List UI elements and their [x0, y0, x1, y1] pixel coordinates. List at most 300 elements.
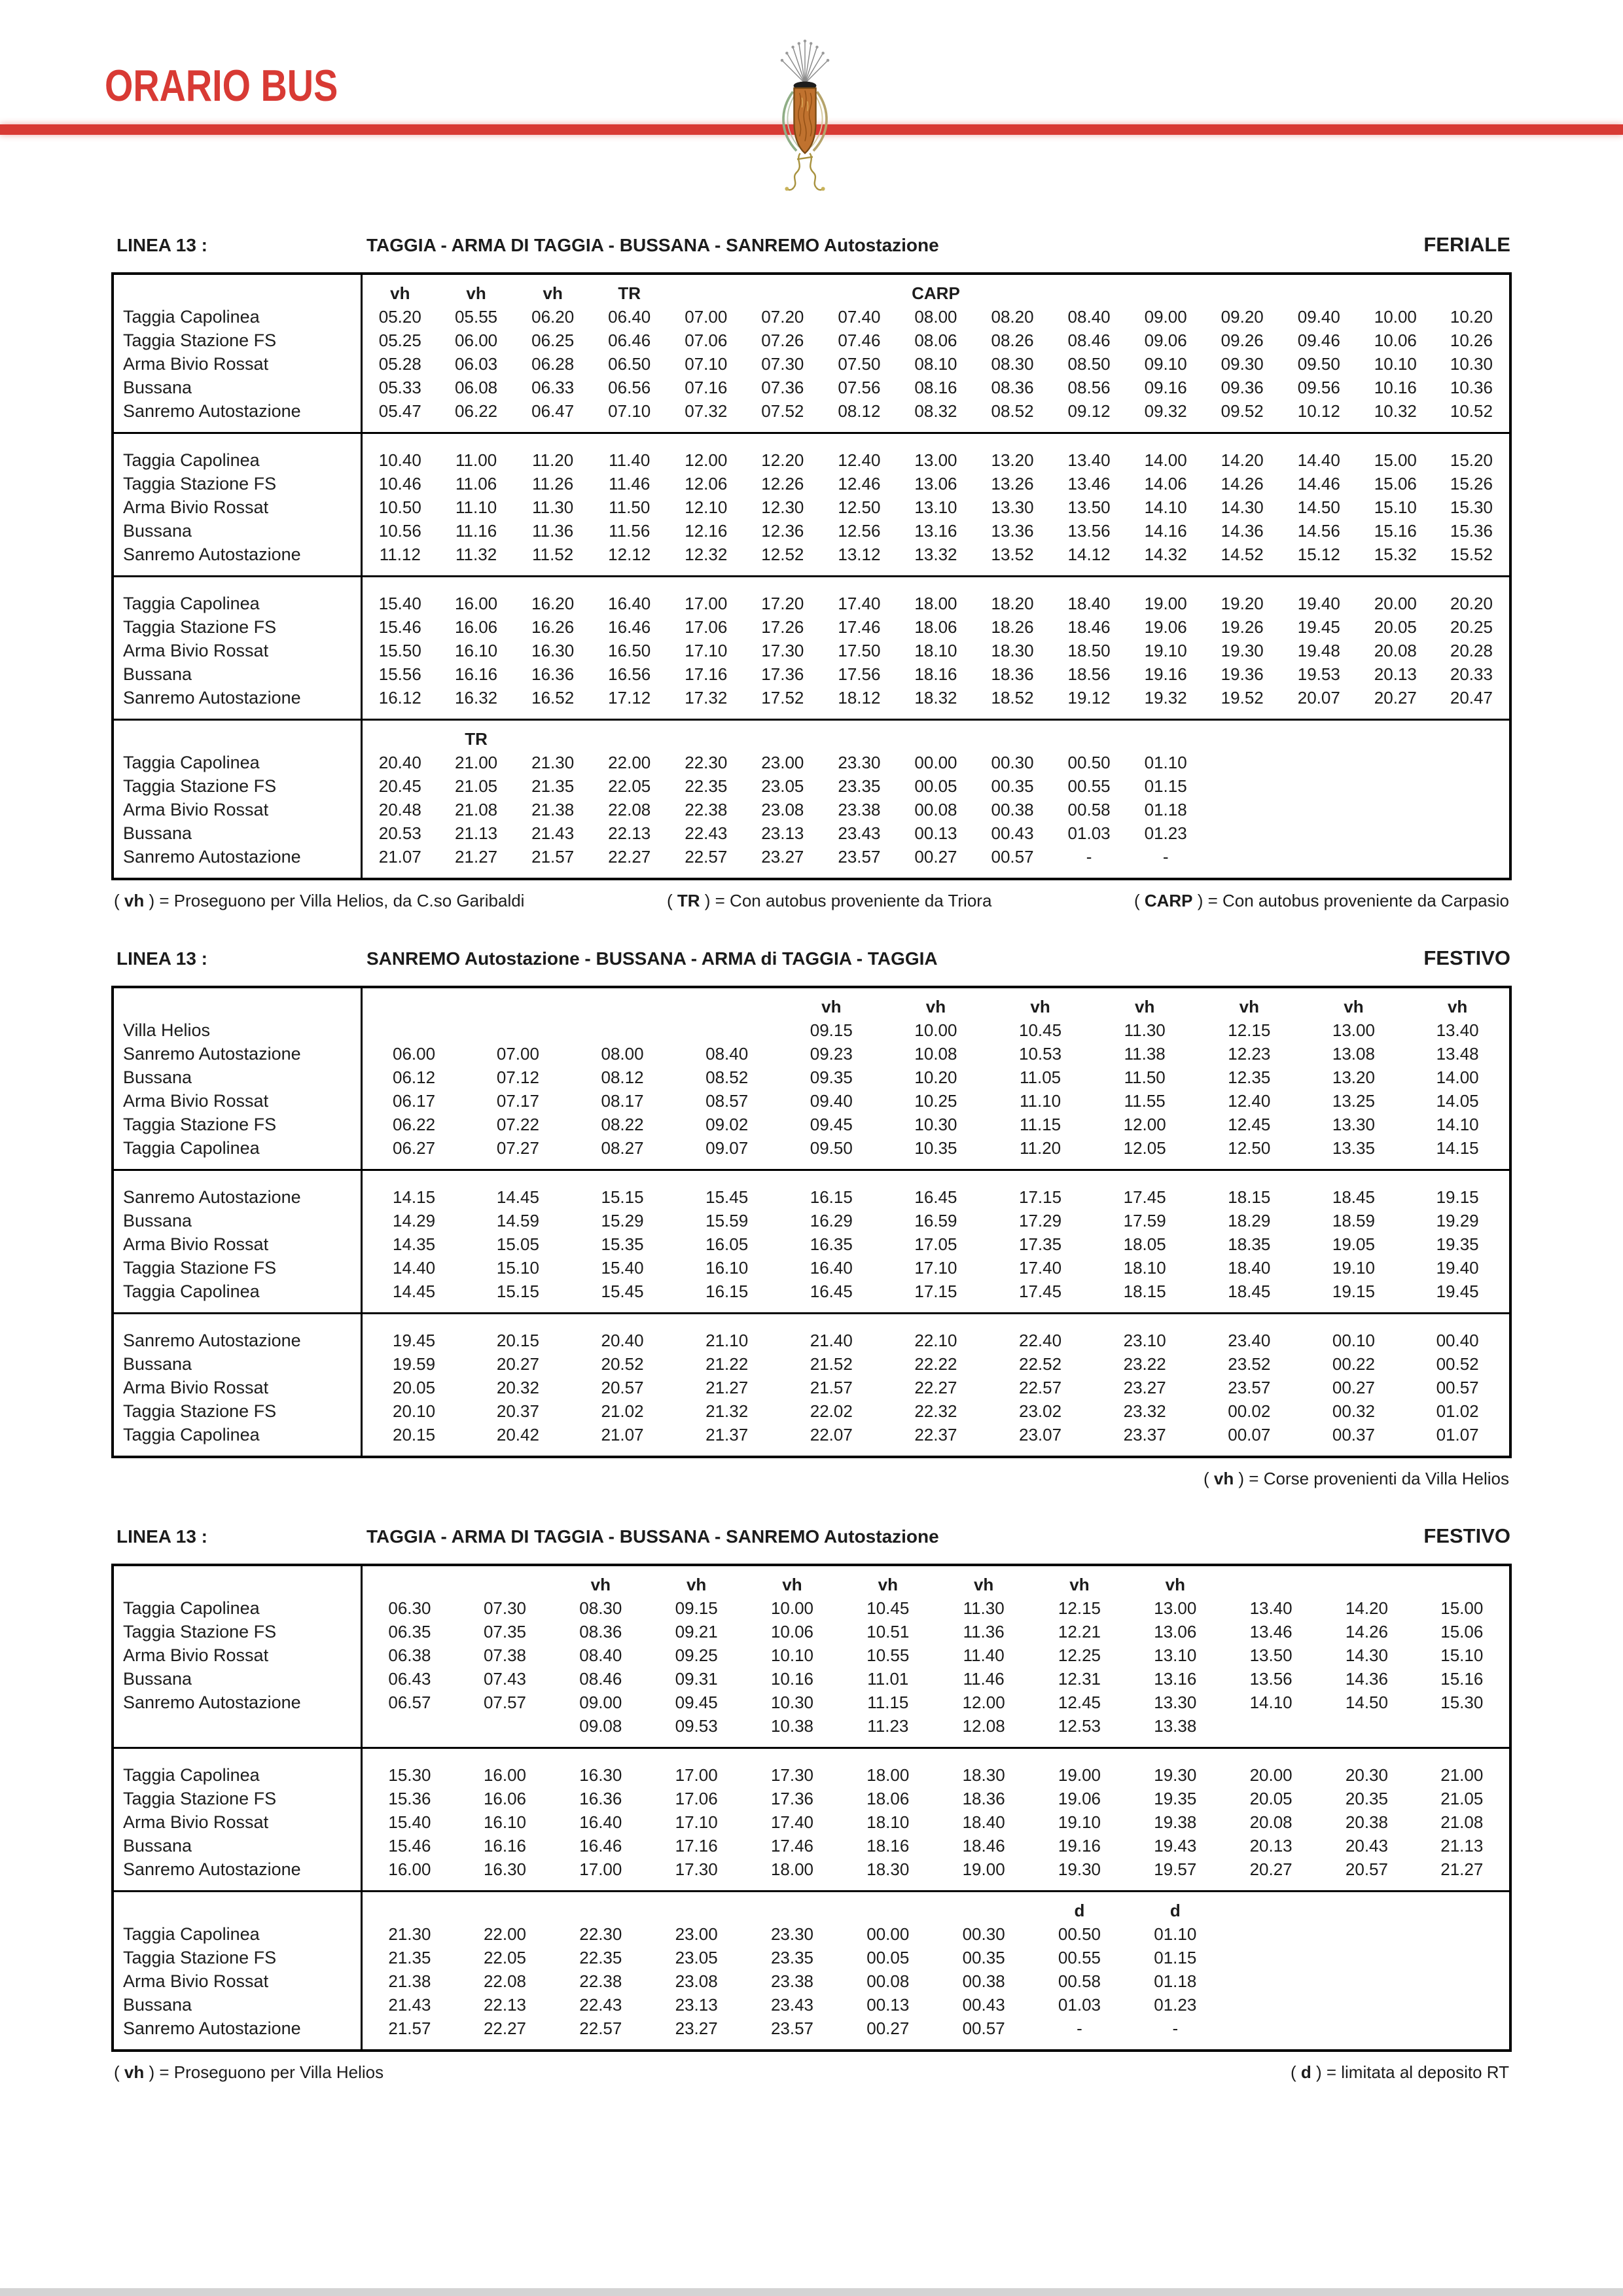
time-cell [1281, 751, 1357, 774]
time-cell: 23.40 [1228, 1330, 1271, 1350]
time-cell: 10.53 [1019, 1043, 1062, 1064]
time-cell: 15.29 [601, 1210, 644, 1230]
time-cell: 20.52 [601, 1354, 644, 1374]
time-cell: 21.43 [531, 823, 575, 843]
table-row [113, 1620, 1510, 1643]
marker-empty [840, 1892, 936, 1923]
route-title: TAGGIA - ARMA DI TAGGIA - BUSSANA - SANREMO Autostazione [366, 235, 939, 255]
time-cell: 09.23 [810, 1043, 853, 1064]
table-row [113, 1352, 1510, 1376]
footnote-CARP: ( CARP ) = Con autobus proveniente da Carpasio [1133, 891, 1509, 910]
time-cell: 17.00 [579, 1859, 622, 1879]
time-cell: 16.45 [914, 1187, 957, 1207]
time-cell: 12.26 [761, 473, 804, 493]
marker-empty [361, 720, 438, 751]
time-cell: 18.16 [866, 1835, 910, 1856]
time-cell: 21.07 [378, 846, 421, 867]
time-cell: 08.40 [579, 1645, 622, 1665]
time-cell: 17.36 [770, 1788, 814, 1808]
time-cell: 22.38 [685, 799, 728, 819]
marker-empty [821, 720, 897, 751]
time-cell: 14.00 [1436, 1067, 1479, 1087]
station-label: Taggia Capolinea [113, 305, 361, 329]
time-cell: 17.06 [675, 1788, 718, 1808]
time-cell: 01.23 [1144, 823, 1187, 843]
time-cell: 19.30 [1058, 1859, 1101, 1879]
time-cell: 16.30 [483, 1859, 527, 1879]
time-cell: 22.40 [1019, 1330, 1062, 1350]
time-cell: 07.10 [685, 353, 728, 374]
time-cell [1434, 774, 1510, 798]
time-cell: 11.56 [609, 520, 651, 541]
time-cell [1319, 1946, 1414, 1969]
time-cell: 14.20 [1221, 450, 1264, 470]
time-cell: 00.58 [1067, 799, 1111, 819]
time-cell: 16.30 [531, 640, 575, 660]
timetable-block [113, 1565, 1510, 1748]
time-cell: 20.05 [1374, 617, 1417, 637]
time-cell: 20.05 [393, 1377, 436, 1397]
time-cell: 06.08 [455, 377, 498, 397]
time-cell: 08.30 [579, 1598, 622, 1618]
footnotes [111, 891, 1512, 911]
time-cell: 17.06 [685, 617, 728, 637]
time-cell: 00.38 [991, 799, 1034, 819]
station-label: Sanremo Autostazione [113, 1170, 361, 1210]
time-cell: 23.00 [675, 1924, 718, 1944]
time-cell: 23.38 [838, 799, 881, 819]
time-cell: 12.36 [761, 520, 804, 541]
time-cell: 11.06 [455, 473, 497, 493]
time-cell: 20.05 [1249, 1788, 1293, 1808]
time-cell: 08.30 [991, 353, 1034, 374]
time-cell: 00.57 [1436, 1377, 1479, 1397]
time-cell: 00.58 [1058, 1971, 1101, 1991]
time-cell: 21.07 [601, 1424, 644, 1444]
time-cell: 11.30 [963, 1598, 1005, 1618]
time-cell: 20.43 [1345, 1835, 1388, 1856]
time-cell: 18.45 [1228, 1281, 1271, 1301]
time-cell: 12.45 [1228, 1114, 1271, 1134]
footnote-d: ( d ) = limitata al deposito RT [1290, 2062, 1509, 2082]
station-label: Taggia Capolinea [113, 1423, 361, 1457]
marker-d: d [1169, 1900, 1181, 1920]
time-cell: 15.50 [378, 640, 421, 660]
time-cell: 05.25 [378, 330, 421, 350]
table-row [113, 1787, 1510, 1810]
time-cell: 22.27 [608, 846, 651, 867]
time-cell: 22.57 [579, 2018, 622, 2038]
marker-empty [974, 274, 1051, 305]
time-cell: 15.30 [1440, 1692, 1484, 1712]
time-cell: 00.00 [866, 1924, 910, 1944]
time-cell: 17.35 [1019, 1234, 1062, 1254]
time-cell: 21.35 [531, 776, 575, 796]
station-label: Sanremo Autostazione [113, 2017, 361, 2051]
time-cell: 09.56 [1297, 377, 1340, 397]
time-cell: 19.40 [1436, 1257, 1479, 1278]
time-cell: 18.35 [1228, 1234, 1271, 1254]
time-cell: 12.00 [685, 450, 728, 470]
time-cell: 12.50 [838, 497, 881, 517]
marker-empty [1223, 1892, 1319, 1923]
time-cell: 23.30 [838, 752, 881, 772]
time-cell: 21.57 [388, 2018, 431, 2038]
timetables [111, 228, 1512, 2083]
marker-empty [668, 720, 744, 751]
time-cell: 19.20 [1221, 593, 1264, 613]
station-label: Bussana [113, 1352, 361, 1376]
time-cell: 11.46 [963, 1668, 1005, 1689]
time-cell: 08.26 [991, 330, 1034, 350]
table-row [113, 1596, 1510, 1620]
time-cell: 01.18 [1154, 1971, 1197, 1991]
time-cell: 00.57 [991, 846, 1034, 867]
time-cell: 16.10 [705, 1257, 749, 1278]
time-cell: 21.38 [388, 1971, 431, 1991]
time-cell: 18.45 [1332, 1187, 1375, 1207]
time-cell: 12.46 [838, 473, 881, 493]
time-cell: 20.38 [1345, 1812, 1388, 1832]
time-cell: 17.45 [1123, 1187, 1166, 1207]
table-row [113, 1314, 1510, 1353]
time-cell: 06.40 [608, 306, 651, 327]
time-cell: 22.13 [483, 1994, 527, 2015]
time-cell: 10.52 [1450, 401, 1493, 421]
time-cell: 20.47 [1450, 687, 1493, 708]
time-cell: 22.00 [608, 752, 651, 772]
time-cell: 14.56 [1297, 520, 1340, 541]
table-row [113, 1857, 1510, 1892]
time-cell: 12.08 [962, 1715, 1005, 1736]
time-cell: 12.15 [1058, 1598, 1101, 1618]
time-cell: 06.00 [455, 330, 498, 350]
marker-empty [1051, 720, 1128, 751]
table-row [113, 845, 1510, 879]
time-cell: 11.55 [1124, 1090, 1166, 1111]
time-cell: 20.00 [1374, 593, 1417, 613]
time-cell: 18.36 [991, 664, 1034, 684]
time-cell: 00.43 [991, 823, 1034, 843]
time-cell: 09.45 [810, 1114, 853, 1134]
time-cell: 18.56 [1067, 664, 1111, 684]
time-cell: 19.45 [1297, 617, 1340, 637]
time-cell: 10.45 [1019, 1020, 1062, 1040]
time-cell: 19.05 [1332, 1234, 1375, 1254]
time-cell: 09.15 [810, 1020, 853, 1040]
timetable-block [113, 433, 1510, 577]
shield-icon [794, 88, 815, 154]
time-cell: 00.07 [1228, 1424, 1271, 1444]
time-cell: 00.35 [962, 1947, 1005, 1967]
time-cell: 18.06 [914, 617, 957, 637]
timetable-caption [116, 233, 1512, 257]
time-cell: 20.20 [1450, 593, 1493, 613]
time-cell: 07.17 [496, 1090, 539, 1111]
station-label: Arma Bivio Rossat [113, 1232, 361, 1256]
table-row [113, 433, 1510, 473]
marker-row-label-cell [113, 1892, 361, 1923]
table-row [113, 1993, 1510, 2017]
table-row [113, 1714, 1510, 1748]
timetable-section [111, 1524, 1512, 2083]
marker-empty [936, 1892, 1031, 1923]
time-cell: 06.17 [393, 1090, 436, 1111]
marker-empty [466, 987, 571, 1018]
time-cell: 19.32 [1144, 687, 1187, 708]
time-cell [1319, 1714, 1414, 1748]
time-cell: 17.12 [608, 687, 651, 708]
time-cell: 06.46 [608, 330, 651, 350]
time-cell: 23.57 [838, 846, 881, 867]
time-cell: 23.57 [770, 2018, 814, 2038]
time-cell: 15.56 [378, 664, 421, 684]
time-cell: 23.52 [1228, 1354, 1271, 1374]
time-cell: 06.57 [388, 1692, 431, 1712]
time-cell: 23.27 [761, 846, 804, 867]
timetable-section [111, 233, 1512, 911]
time-cell [1223, 1993, 1319, 2017]
time-cell: 20.25 [1450, 617, 1493, 637]
time-cell: 23.38 [770, 1971, 814, 1991]
scan-artifact-strip [0, 2288, 1623, 2296]
time-cell: 06.00 [393, 1043, 436, 1064]
time-cell: 14.30 [1221, 497, 1264, 517]
time-cell: 08.00 [914, 306, 957, 327]
time-cell: 13.52 [991, 544, 1034, 564]
time-cell: 12.20 [761, 450, 804, 470]
time-cell: 06.33 [531, 377, 575, 397]
time-cell [1434, 821, 1510, 845]
marker-vh: vh [782, 1574, 802, 1594]
time-cell: 20.08 [1249, 1812, 1293, 1832]
time-cell: 20.57 [601, 1377, 644, 1397]
time-cell: 18.20 [991, 593, 1034, 613]
time-cell [361, 1018, 466, 1042]
table-row [113, 1969, 1510, 1993]
time-cell: 14.45 [393, 1281, 436, 1301]
time-cell: 16.46 [608, 617, 651, 637]
time-cell [1223, 1922, 1319, 1946]
time-cell: 18.30 [991, 640, 1034, 660]
time-cell: 08.46 [579, 1668, 622, 1689]
time-cell: 14.29 [393, 1210, 436, 1230]
table-row [113, 305, 1510, 329]
time-cell: 15.36 [1450, 520, 1493, 541]
time-cell: 18.36 [962, 1788, 1005, 1808]
time-cell: 20.40 [601, 1330, 644, 1350]
time-cell: 07.35 [483, 1621, 527, 1641]
marker-vh: vh [1344, 996, 1364, 1016]
footnote-vh: ( vh ) = Corse provenienti da Villa Helios [1203, 1469, 1509, 1488]
timetable-block [113, 720, 1510, 880]
time-cell: 07.36 [761, 377, 804, 397]
time-cell: 14.05 [1436, 1090, 1479, 1111]
time-cell: 20.27 [1249, 1859, 1293, 1879]
time-cell: 10.10 [1374, 353, 1417, 374]
time-cell: 16.59 [914, 1210, 957, 1230]
time-cell: 17.16 [685, 664, 728, 684]
table-row [113, 577, 1510, 616]
station-label: Sanremo Autostazione [113, 543, 361, 577]
time-cell: 07.30 [483, 1598, 527, 1618]
station-label: Taggia Stazione FS [113, 1399, 361, 1423]
time-cell: 10.08 [914, 1043, 957, 1064]
time-cell: 01.23 [1154, 1994, 1197, 2015]
footnotes [111, 2062, 1512, 2083]
time-cell: 00.00 [914, 752, 957, 772]
station-label: Taggia Stazione FS [113, 1787, 361, 1810]
time-cell: 21.08 [455, 799, 498, 819]
time-cell: 23.35 [838, 776, 881, 796]
table-row [113, 1113, 1510, 1136]
marker-empty [974, 720, 1051, 751]
time-cell: 09.40 [810, 1090, 853, 1111]
time-cell: 15.06 [1374, 473, 1417, 493]
station-label: Sanremo Autostazione [113, 1691, 361, 1714]
time-cell [1204, 845, 1281, 879]
time-cell [570, 1018, 675, 1042]
marker-row [113, 1892, 1510, 1923]
time-cell: 16.35 [810, 1234, 853, 1254]
time-cell: 16.20 [531, 593, 575, 613]
marker-vh: vh [1030, 996, 1050, 1016]
time-cell: 10.16 [770, 1668, 814, 1689]
time-cell: 10.00 [914, 1020, 957, 1040]
footnote-key: TR [677, 891, 700, 910]
marker-empty [1357, 720, 1434, 751]
time-cell: 11.05 [1019, 1067, 1061, 1087]
marker-empty [1128, 274, 1204, 305]
time-cell: 07.52 [761, 401, 804, 421]
time-cell: 17.15 [914, 1281, 957, 1301]
station-label: Bussana [113, 1667, 361, 1691]
time-cell: 11.26 [532, 473, 574, 493]
station-label: Bussana [113, 662, 361, 686]
time-cell: 12.21 [1058, 1621, 1101, 1641]
time-cell: 01.02 [1436, 1401, 1479, 1421]
time-cell: 20.48 [378, 799, 421, 819]
time-cell: 13.12 [838, 544, 881, 564]
station-label: Bussana [113, 1993, 361, 2017]
time-cell: 20.53 [378, 823, 421, 843]
time-cell: 21.22 [705, 1354, 749, 1374]
station-label: Arma Bivio Rossat [113, 1969, 361, 1993]
time-cell: 18.46 [962, 1835, 1005, 1856]
time-cell: 06.35 [388, 1621, 431, 1641]
time-cell: 08.06 [914, 330, 957, 350]
time-cell: 07.26 [761, 330, 804, 350]
marker-vh: vh [390, 283, 410, 303]
station-label: Taggia Capolinea [113, 577, 361, 616]
time-cell: 17.05 [914, 1234, 957, 1254]
time-cell: 00.10 [1332, 1330, 1375, 1350]
time-cell: 19.00 [1058, 1765, 1101, 1785]
marker-empty [649, 1892, 744, 1923]
time-cell: 09.45 [675, 1692, 718, 1712]
time-cell [1415, 1714, 1510, 1748]
marker-empty [1415, 1892, 1510, 1923]
marker-row-label-cell [113, 987, 361, 1018]
time-cell: 16.29 [810, 1210, 853, 1230]
marker-vh: vh [973, 1574, 994, 1594]
time-cell: 09.30 [1221, 353, 1264, 374]
time-cell: 17.00 [675, 1765, 718, 1785]
timetable-section [111, 946, 1512, 1489]
time-cell: 23.05 [761, 776, 804, 796]
time-cell: 19.45 [1436, 1281, 1479, 1301]
time-cell: 09.06 [1144, 330, 1187, 350]
time-cell: 09.36 [1221, 377, 1264, 397]
time-cell: 08.12 [838, 401, 881, 421]
table-row [113, 1423, 1510, 1457]
time-cell: 10.00 [770, 1598, 814, 1618]
time-cell: 00.52 [1436, 1354, 1479, 1374]
time-cell: 22.35 [579, 1947, 622, 1967]
time-cell: 17.46 [838, 617, 881, 637]
table-row [113, 1280, 1510, 1314]
time-cell: 14.40 [1297, 450, 1340, 470]
time-cell: 14.06 [1144, 473, 1187, 493]
time-cell: 20.00 [1249, 1765, 1293, 1785]
time-cell: 06.25 [531, 330, 575, 350]
time-cell [1357, 751, 1434, 774]
ribbon-legs-icon [787, 153, 823, 190]
marker-empty [361, 1892, 457, 1923]
time-cell: 20.27 [1374, 687, 1417, 708]
station-label: Arma Bivio Rossat [113, 352, 361, 376]
time-cell: 14.45 [496, 1187, 539, 1207]
time-cell: 01.03 [1067, 823, 1111, 843]
time-cell: 11.00 [455, 450, 497, 470]
marker-carp: CARP [912, 283, 960, 303]
time-cell: 22.13 [608, 823, 651, 843]
time-cell: 13.16 [914, 520, 957, 541]
time-cell: 09.16 [1144, 377, 1187, 397]
time-cell: 22.57 [685, 846, 728, 867]
time-cell: 08.36 [991, 377, 1034, 397]
time-cell [1434, 798, 1510, 821]
page-title: ORARIO BUS [105, 61, 338, 111]
time-cell: 16.36 [579, 1788, 622, 1808]
marker-empty [361, 1565, 457, 1596]
time-cell [1357, 774, 1434, 798]
time-cell: 23.08 [761, 799, 804, 819]
service-type-label: FESTIVO [1423, 1524, 1510, 1547]
time-cell: 15.20 [1450, 450, 1493, 470]
time-cell: 20.08 [1374, 640, 1417, 660]
time-cell: 17.30 [675, 1859, 718, 1879]
time-cell: 05.28 [378, 353, 421, 374]
time-cell: 19.12 [1067, 687, 1111, 708]
time-cell: 13.00 [914, 450, 957, 470]
time-cell: 20.07 [1297, 687, 1340, 708]
station-label: Taggia Capolinea [113, 1136, 361, 1170]
time-cell: 15.30 [388, 1765, 431, 1785]
marker-empty [1223, 1565, 1319, 1596]
time-cell: 09.31 [675, 1668, 718, 1689]
time-cell: 15.06 [1440, 1621, 1484, 1641]
time-cell [1434, 845, 1510, 879]
time-cell: 10.30 [914, 1114, 957, 1134]
time-cell: 08.10 [914, 353, 957, 374]
station-label: Sanremo Autostazione [113, 686, 361, 720]
time-cell: 21.27 [1440, 1859, 1484, 1879]
time-cell: 11.30 [532, 497, 574, 517]
time-cell: 10.26 [1450, 330, 1493, 350]
table-row [113, 495, 1510, 519]
time-cell: 11.30 [1124, 1020, 1166, 1040]
